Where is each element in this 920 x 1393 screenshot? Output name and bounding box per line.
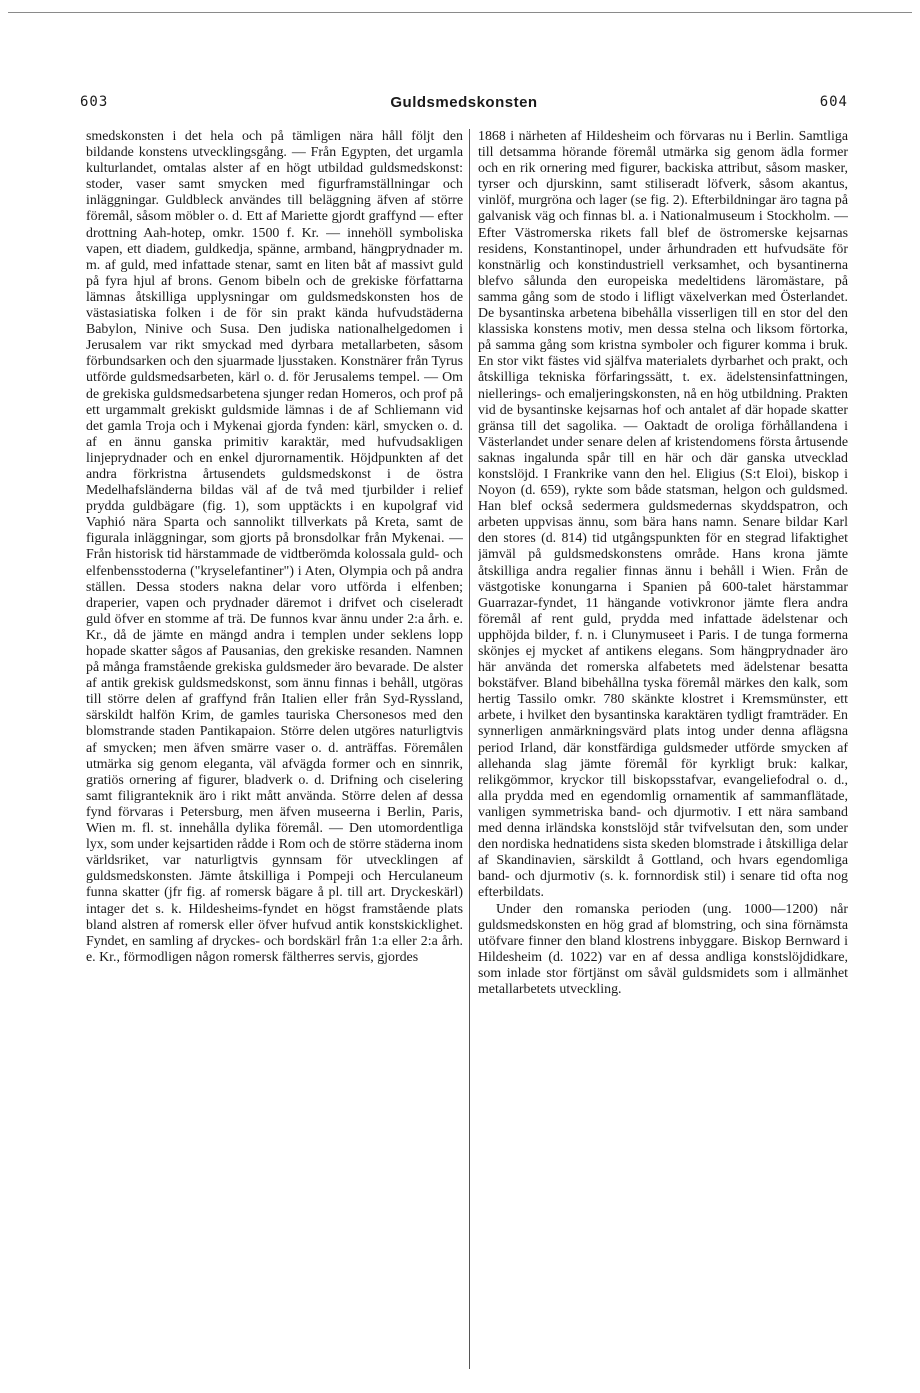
top-rule (8, 12, 912, 13)
left-paragraph: smedskonsten i det hela och på tämligen nära håll följt den bildande konstens utvecklingsgång. — Från Egypten, det urgamla kulturlandet, omtalas alster af en högt utbildad guldsmedskonst: stoder, vaser samt smycken med figurframställningar och inläggningar. Guldbleck användes till beläggning äfven af större föremål, såsom möbler o. d. Ett af Mariette gjordt graffynd — efter drottning Aah-hotep, omkr. 1500 f. Kr. — innehöll symboliska vapen, ett diadem, guldkedja, spänne, armband, hängprydnader m. m. af guld, med infattade stenar, samt en liten båt af massivt guld på fyra hjul af brons. Genom bibeln och de grekiske författarna lämnas åtskilliga upplysningar om guldsmedskonsten hos de västasiatiska folken i de för sin prakt kända hufvudstäderna Babylon, Ninive och Susa. Den judiska nationalhelgedomen i Jerusalem var rikt smyckad med dyrbara metallarbeten, såsom förbundsarken och den sjuarmade ljusstaken. Konstnärer från Tyrus utförde guldsmedsarbeten, kärl o. d. för Jerusalems tempel. — Om de grekiska guldsmedsarbetena sjunger redan Homeros, och prof på ett urgammalt grekiskt guldsmide lämnas i de af Schliemann vid det gamla Troja och i Mykenai gjorda fynden: kärl, smycken o. d. af en ännu ganska primitiv karaktär, med hufvudsakligen linjeprydnader och en enkel djurornamentik. Höjdpunkten af det andra förkristna årtusendets guldsmedskonst i de östra Medelhafsländerna bildas väl af de två med tjurbilder i relief prydda guldbägare (fig. 1), som upptäckts i en kupolgraf vid Vaphió nära Sparta och sannolikt tillverkats på Kreta, samt de figurala inläggningar, som gjorts på bronsdolkar från Mykenai. — Från historisk tid härstammade de vidtberömda kolossala guld- och elfenbensstoderna ("kryselefantiner") i Aten, Olympia och på andra ställen. Dessa stoders nakna delar voro utförda i elfenben; draperier, vapen och prydnader däremot i drifvet och ciseleradt guld öfver en stomme af trä. De funnos kvar ännu under 2:a årh. e. Kr., då de jämte en mängd andra i templen under seklens lopp hopade skatter sågos af Pausanias, den grekiske resanden. Namnen på många framstående grekiska guldsmeder äro bevarade. De alster af antik grekisk guldsmedskonst, som ännu finnas i behåll, utgöras till större delen af graffynd från Italien eller från Syd-Ryssland, särskildt halfön Krim, de gamles tauriska Chersonesos med den blomstrande staden Pantikapaion. Större delen utgöres naturligtvis af smycken; men äfven smärre vaser o. d. anträffas. Föremålen utmärka sig genom eleganta, väl afvägda former och en sinnrik, gratiös ornering af figurer, bladverk o. d. Drifning och ciselering samt filigranteknik äro i rikt mått använda. Större delen af dessa fynd förvaras i Petersburg, men äfven museerna i Berlin, Paris, Wien m. fl. st. innehålla dylika föremål. — Den utomordentliga lyx, som under kejsartiden rådde i Rom och de större städerna inom världsriket, var naturligtvis gynnsam för utvecklingen af guldsmedskonsten. Jämte åtskilliga i Pompeji och Herculaneum funna skatter (jfr fig. af romersk bägare å pl. till art. Dryckeskärl) intager det s. k. Hildesheims-fyndet en högst framstående plats bland alstren af romersk eller öfver hufvud antik konstskicklighet. Fyndet, en samling af dryckes- och bordskärl från 1:a eller 2:a årh. e. Kr., förmodligen någon romersk fältherres servis, gjordes (86, 129, 463, 965)
page-header (80, 94, 848, 116)
page-number-right: 604 (819, 94, 848, 110)
page-title: Guldsmedskonsten (390, 94, 538, 111)
page-number-left: 603 (80, 94, 109, 110)
right-paragraph: 1868 i närheten af Hildesheim och förvaras nu i Berlin. Samtliga till detsamma hörande föremål utmärka sig genom ädla former och en rik ornering med figurer, backiska attribut, såsom masker, tyrser och djurskinn, samt stiliseradt löfverk, såsom akantus, vinlöf, murgröna och lager (se fig. 2). Efterbildningar äro tagna på galvanisk väg och finnas bl. a. i Nationalmuseum i Stockholm. — Efter Västromerska rikets fall blef de östromerske kejsarnas residens, Konstantinopel, under århundraden ett hufvudsäte för konstnärlig och konstindustriell verksamhet, och bysantinerna blefvo sålunda den europeiska medeltidens läromästare, på samma gång som de stodo i lifligt växelverkan med Österlandet. De bysantinska arbetena bibehålla visserligen till en stor del den klassiska konstens motiv, men dessa stelna och liksom förtorka, på samma gång som kristna symboler och figurer komma i bruk. En stor vikt fästes vid själfva materialets dyrbarhet och prakt, och åtskilliga tekniska förfaringssätt, t. ex. ädelstensinfattningen, niellerings- och emaljeringskonsten, nå en hög utbildning. Prakten vid de bysantinske kejsarnas hof och antalet af där hopade skatter gränsa till det sagolika. — Oaktadt de oroliga förhållandena i Västerlandet under senare delen af kristendomens första årtusende saknas ingalunda spår till en här och där ganska utvecklad konstslöjd. I Frankrike vann den hel. Eligius (S:t Eloi), biskop i Noyon (d. 659), rykte som både statsman, helgon och guldsmed. Han blef också sedermera guldsmedernas skyddspatron, och arbeten uppvisas ännu, som bära hans namn. Senare bildar Karl den stores (d. 814) tid utgångspunkten för en stegrad lifaktighet jämväl på guldsmedskonstens område. Hans krona jämte åtskilliga andra regalier finnas ännu i behåll i Wien. Från de västgotiske konungarna i Spanien på 600-talet härstammar Guarrazar-fyndet, 11 hängande votivkronor jämte flera andra föremål af rent guld, prydda med infattade ädelstenar och upphöjda bilder, f. n. i Clunymuseet i Paris. I de tunga formerna skönjes ej mycket af antikens elegans. Som hängprydnader äro här använda det romerska alfabetets med ädelstenar besatta bokstäfver. Bland bibehållna tyska föremål märkes den kalk, som hertig Tassilo omkr. 780 skänkte klostret i Kremsmünster, ett arbete, i hvilket den bysantinska karaktären tydligt framträder. En synnerligen anmärkningsvärd plats intog under denna aflägsna period Irland, där konstfärdiga guldsmeder utförde smycken af allehanda slag jämte föremål för kyrkligt bruk: kalkar, relikgömmor, kryckor till biskopsstafvar, evangeliefodral o. d., alla prydda med en egendomlig ornamentik af sammanflätade, vanligen symmetriska band- och djurmotiv. I ett nära samband med denna irländska konstslöjd står tvifvelsutan den, som under den nordiska hednatidens sista skeden blomstrade i åtskilliga delar af Skandinavien, särskildt å Gottland, och hvars egendomliga band- och djurmotiv (s. k. fornnordisk stil) i senare tid ofta nog efterbildats. (478, 129, 848, 901)
column-divider (469, 129, 470, 1369)
right-paragraph: Under den romanska perioden (ung. 1000—1200) når guldsmedskonsten en hög grad af blomstring, och sina förnämsta utöfvare finner den bland klostrens inbyggare. Biskop Bernward i Hildesheim (d. 1022) var en af dessa andliga konstslöjdidkare, som inlade stor förtjänst om såväl guldsmidets som i allmänhet metallarbetets utveckling. (478, 901, 848, 997)
left-column (86, 129, 463, 1371)
right-column (478, 129, 848, 1371)
